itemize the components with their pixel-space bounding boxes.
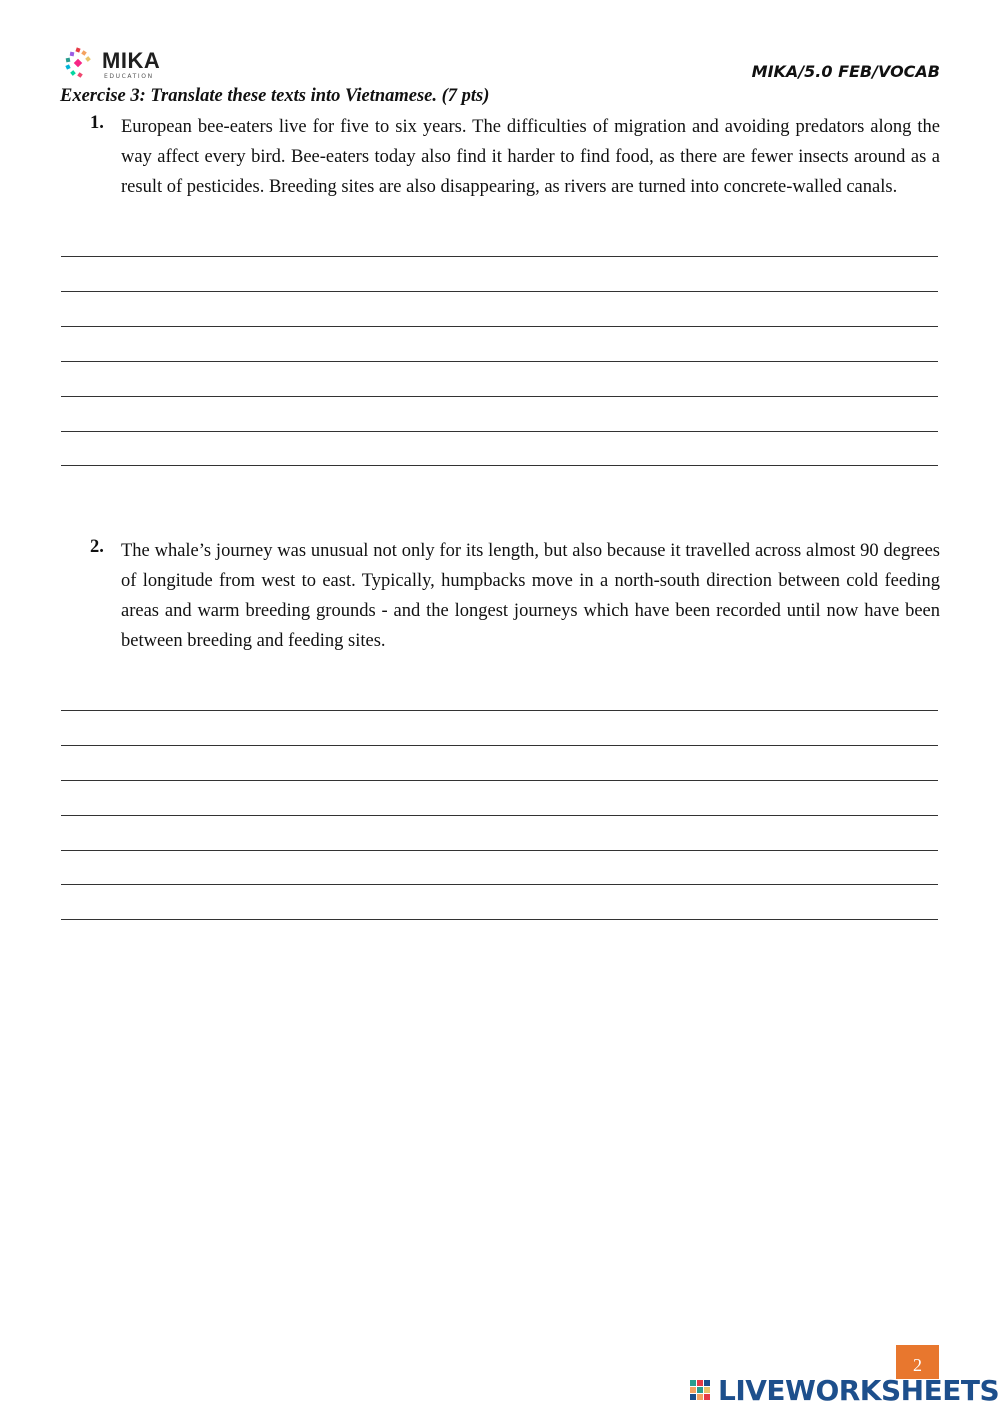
answer-line[interactable]	[61, 710, 938, 711]
item-text: European bee-eaters live for five to six years. The difficulties of migration and avoiding predators along the way affect every bird. Bee-eaters today also find it harder to find food, as there are fewer insects around as a result of pesticides. Breeding sites are also disappearing, as rivers are turned into concrete-walled canals.	[121, 117, 940, 197]
liveworksheets-logo-icon	[690, 1378, 718, 1402]
answer-line[interactable]	[61, 465, 938, 466]
logo-wordmark: MIKA	[102, 48, 161, 73]
answer-line[interactable]	[61, 291, 938, 292]
answer-line[interactable]	[61, 745, 938, 746]
answer-line[interactable]	[61, 850, 938, 851]
answer-line[interactable]	[61, 361, 938, 362]
document-code: MIKA/5.0 FEB/VOCAB	[751, 62, 940, 81]
page-number-badge: 2	[896, 1345, 939, 1379]
answer-line[interactable]	[61, 780, 938, 781]
mika-logo-icon	[62, 46, 96, 80]
exercise-title: Exercise 3: Translate these texts into Vietnamese. (7 pts)	[60, 86, 490, 106]
mika-logo	[60, 44, 170, 84]
item-number: 1.	[90, 113, 104, 133]
answer-line[interactable]	[61, 815, 938, 816]
answer-line[interactable]	[61, 326, 938, 327]
answer-line[interactable]	[61, 884, 938, 885]
answer-line[interactable]	[61, 396, 938, 397]
exercise-item-2	[90, 536, 940, 656]
logo-subtext: EDUCATION	[104, 73, 154, 80]
item-number: 2.	[90, 537, 104, 557]
exercise-item-1	[90, 112, 940, 202]
liveworksheets-brand: LIVEWORKSHEETS	[718, 1374, 1000, 1407]
item-text: The whale’s journey was unusual not only for its length, but also because it travelled across almost 90 degrees of longitude from west to east. Typically, humpbacks move in a north-south direction between cold feeding areas and warm breeding grounds - and the longest journeys which have been recorded until now have been between breeding and feeding sites.	[121, 541, 940, 651]
answer-line[interactable]	[61, 431, 938, 432]
answer-line[interactable]	[61, 919, 938, 920]
answer-line[interactable]	[61, 256, 938, 257]
